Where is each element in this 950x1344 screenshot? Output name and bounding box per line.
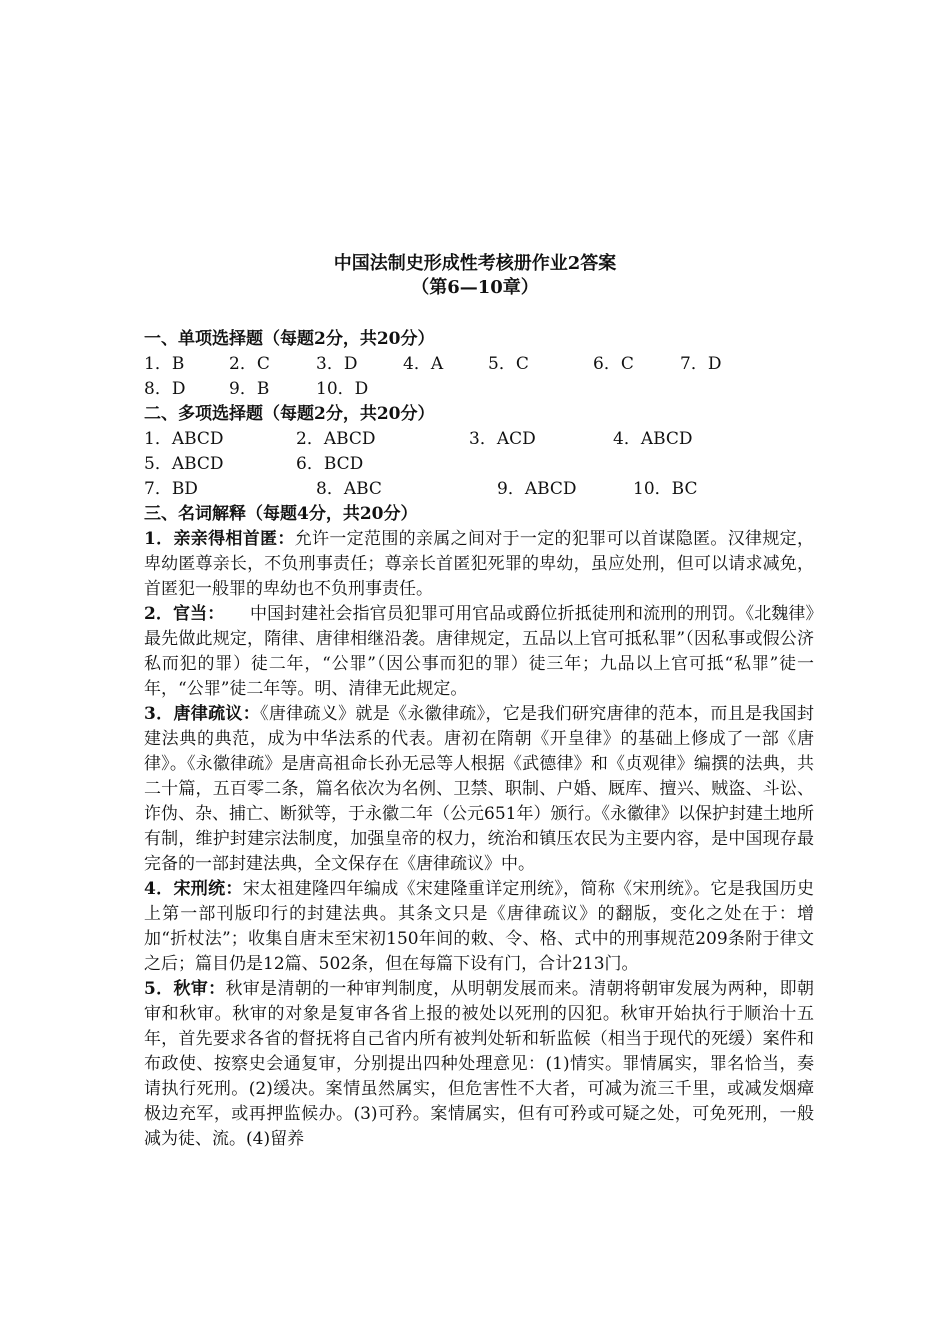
- answer-item: 3．D: [316, 354, 358, 374]
- page-title: 中国法制史形成性考核册作业2答案: [333, 253, 617, 274]
- term-definition: [144, 602, 814, 702]
- term-text: 秋审是清朝的一种审判制度，从明朝发展而来。清朝将朝审发展为两种，即朝审和秋审。秋审的对象是复审各省上报的被处以死刑的囚犯。秋审开始执行于顺治十五年，首先要求各省的督抚将自己省内所有被判处斩和斩监候（相当于现代的死缓）案件和布政使、按察史会通复审，分别提出四种处理意见：(1)情实。罪情属实，罪名恰当，奏请执行死刑。(2)缓决。案情虽然属实，但危害性不大者，可减为流三千里，或减发烟瘴极边充军，或再押监候办。(3)可矜。案情属实，但有可矜或可疑之处，可免死刑，一般减为徒、流。(4)留养: [144, 979, 814, 1149]
- answer-item: 5．ABCD: [144, 454, 224, 474]
- answer-item: 1．ABCD: [144, 429, 224, 449]
- section1-answers-row-1: [144, 352, 814, 377]
- term-definition: [144, 877, 814, 977]
- section2-answers-row-1: [144, 427, 814, 452]
- answer-item: 4．ABCD: [613, 429, 693, 449]
- answer-item: 3．ACD: [469, 429, 536, 449]
- answer-item: 4．A: [403, 354, 444, 374]
- term-text: 宋太祖建隆四年编成《宋建隆重详定刑统》，简称《宋刑统》。它是我国历史上第一部刊版印行的封建法典。其条文只是《唐律疏议》的翻版，变化之处在于：增加“折杖法”；收集自唐末至宋初150年间的敕、令、格、式中的刑事规范209条附于律文之后；篇目仍是12篇、502条，但在每篇下设有门，合计213门。: [144, 879, 814, 974]
- answer-item: 2．C: [229, 354, 270, 374]
- term-text: 中国封建社会指官员犯罪可用官品或爵位折抵徒刑和流刑的刑罚。《北魏律》最先做此规定，隋律、唐律相继沿袭。唐律规定，五品以上官可抵私罪”（因私事或假公济私而犯的罪）徒二年，“公罪”（因公事而犯的罪）徒三年；九品以上官可抵“私罪”徒一年，“公罪”徒二年等。明、清律无此规定。: [144, 604, 814, 699]
- answer-item: 9．ABCD: [497, 479, 577, 499]
- term-definition: [144, 527, 814, 602]
- answer-item: 5．C: [488, 354, 529, 374]
- term-label: 1．亲亲得相首匿：: [144, 529, 295, 549]
- answer-item: 6．BCD: [296, 454, 364, 474]
- term-label: 5．秋审：: [144, 979, 226, 999]
- term-text: 《唐律疏义》就是《永徽律疏》，它是我们研究唐律的范本，而且是我国封建法典的典范，成为中华法系的代表。唐初在隋朝《开皇律》的基础上修成了一部《唐律》。《永徽律疏》是唐高祖命长孙无忌等人根据《武德律》和《贞观律》编撰的法典，共二十篇，五百零二条，篇名依次为名例、卫禁、职制、户婚、厩库、擅兴、贼盗、斗讼、诈伪、杂、捕亡、断狱等，于永徽二年（公元651年）颁行。《永徽律》以保护封建土地所有制，维护封建宗法制度，加强皇帝的权力，统治和镇压农民为主要内容，是中国现存最完备的一部封建法典，全文保存在《唐律疏议》中。: [144, 704, 814, 874]
- term-definition: [144, 702, 814, 877]
- term-text: 允许一定范围的亲属之间对于一定的犯罪可以首谋隐匿。汉律规定，卑幼匿尊亲长，不负刑事责任；尊亲长首匿犯死罪的卑幼，虽应处刑，但可以请求减免，首匿犯一般罪的卑幼也不负刑事责任。: [144, 529, 814, 599]
- section1-heading: 一、单项选择题（每题2分，共20分）: [144, 329, 435, 349]
- answer-item: 7．D: [680, 354, 722, 374]
- section2-answers-row-2: [144, 452, 814, 477]
- page-subtitle: （第6—10章）: [411, 277, 539, 298]
- term-definition: [144, 977, 814, 1152]
- answer-item: 10．D: [316, 379, 369, 399]
- term-label: 2．官当：: [144, 604, 216, 624]
- answer-item: 10．BC: [633, 479, 698, 499]
- answer-item: 2．ABCD: [296, 429, 376, 449]
- term-label: 4．宋刑统：: [144, 879, 243, 899]
- term-label: 3．唐律疏议：: [144, 704, 261, 724]
- section3-heading: 三、名词解释（每题4分，共20分）: [144, 504, 418, 524]
- section1-answers-row-2: [144, 377, 814, 402]
- answer-item: 7．BD: [144, 479, 198, 499]
- answer-item: 1．B: [144, 354, 185, 374]
- section2-answers-row-3: [144, 477, 814, 502]
- answer-item: 8．ABC: [316, 479, 382, 499]
- answer-item: 9．B: [229, 379, 270, 399]
- answer-content: [144, 327, 814, 1152]
- answer-item: 6．C: [593, 354, 634, 374]
- answer-item: 8．D: [144, 379, 186, 399]
- section2-heading: 二、多项选择题（每题2分，共20分）: [144, 404, 435, 424]
